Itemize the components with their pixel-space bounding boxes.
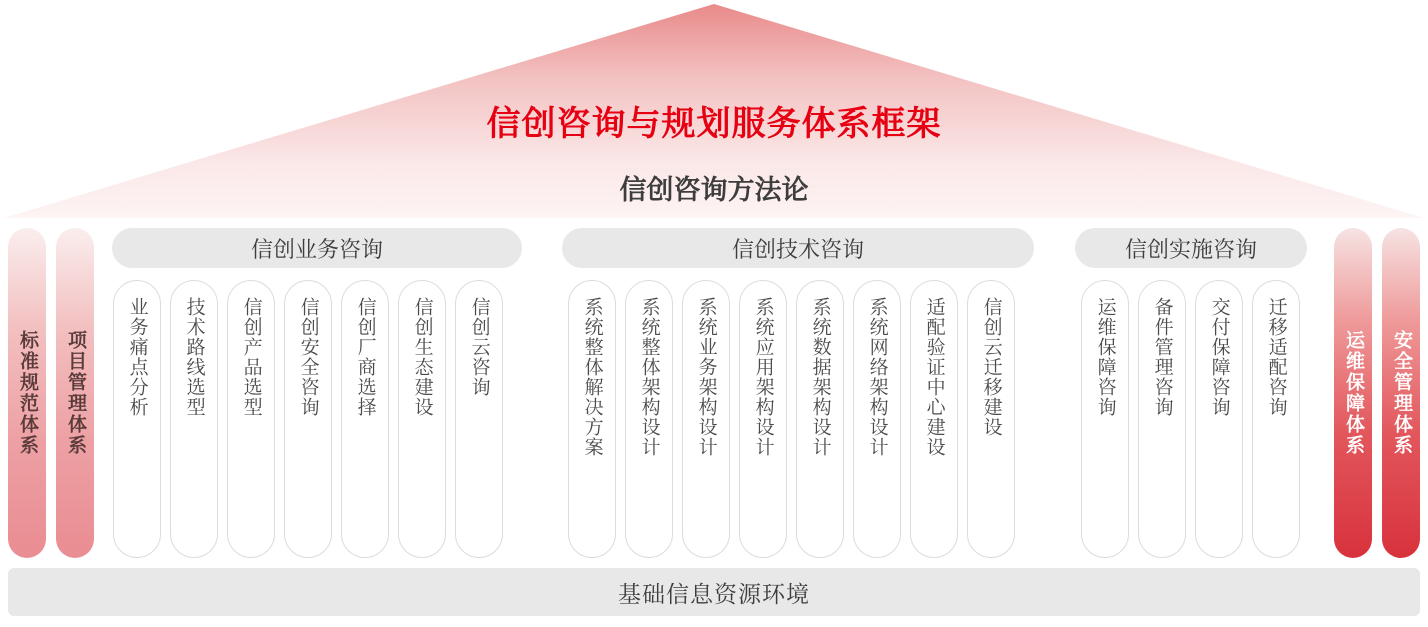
group-implementation-consulting: [1075, 228, 1307, 417]
item-delivery-guarantee-consulting[interactable]: [1195, 280, 1243, 558]
item-business-architecture-design[interactable]: [682, 280, 730, 558]
item-product-selection[interactable]: [227, 280, 275, 558]
item-label: 系统网络架构设计: [866, 297, 888, 457]
item-overall-architecture-design[interactable]: [625, 280, 673, 558]
item-label: 信创云咨询: [468, 297, 490, 397]
pillar-security-management-label: 安全管理体系: [1390, 330, 1412, 456]
item-ecosystem-construction[interactable]: [398, 280, 446, 558]
item-ops-guarantee-consulting[interactable]: [1081, 280, 1129, 558]
base-infrastructure-label: 基础信息资源环境: [618, 580, 810, 607]
item-label: 系统应用架构设计: [752, 297, 774, 457]
pillar-security-management[interactable]: [1382, 228, 1420, 558]
item-network-architecture-design[interactable]: [853, 280, 901, 558]
item-label: 信创生态建设: [411, 297, 433, 417]
item-label: 系统业务架构设计: [695, 297, 717, 457]
item-label: 信创安全咨询: [297, 297, 319, 417]
item-label: 信创云迁移建设: [980, 297, 1002, 437]
group-business-consulting-header[interactable]: 信创业务咨询: [112, 228, 522, 268]
group-business-consulting: [112, 228, 522, 417]
item-label: 系统整体架构设计: [638, 297, 660, 457]
item-cloud-migration-construction[interactable]: [967, 280, 1015, 558]
item-vendor-selection[interactable]: [341, 280, 389, 558]
item-label: 运维保障咨询: [1094, 297, 1116, 417]
subtitle: 信创咨询方法论: [619, 175, 809, 205]
group-technical-consulting-header[interactable]: 信创技术咨询: [562, 228, 1034, 268]
item-adaptation-verification-center[interactable]: [910, 280, 958, 558]
pillar-ops-guarantee[interactable]: [1334, 228, 1372, 558]
item-security-consulting[interactable]: [284, 280, 332, 558]
item-business-pain-analysis[interactable]: [113, 280, 161, 558]
item-tech-roadmap-selection[interactable]: [170, 280, 218, 558]
item-label: 备件管理咨询: [1151, 297, 1173, 417]
item-spare-parts-management-consulting[interactable]: [1138, 280, 1186, 558]
item-label: 迁移适配咨询: [1265, 297, 1287, 417]
base-infrastructure-bar: [8, 568, 1420, 616]
pillar-standard-system[interactable]: [8, 228, 46, 558]
framework-body: [0, 228, 1428, 627]
pillar-project-management-label: 项目管理体系: [64, 330, 86, 456]
item-label: 信创产品选型: [240, 297, 262, 417]
item-label: 技术路线选型: [183, 297, 205, 417]
item-overall-solution[interactable]: [568, 280, 616, 558]
pillar-project-management[interactable]: [56, 228, 94, 558]
item-label: 适配验证中心建设: [923, 297, 945, 457]
item-cloud-consulting[interactable]: [455, 280, 503, 558]
item-label: 系统数据架构设计: [809, 297, 831, 457]
item-label: 交付保障咨询: [1208, 297, 1230, 417]
pillar-ops-guarantee-label: 运维保障体系: [1342, 330, 1364, 456]
item-label: 业务痛点分析: [126, 297, 148, 417]
item-application-architecture-design[interactable]: [739, 280, 787, 558]
page-title: 信创咨询与规划服务体系框架: [486, 105, 942, 143]
pillar-standard-system-label: 标准规范体系: [16, 330, 38, 456]
group-technical-consulting: [562, 228, 1034, 457]
item-label: 系统整体解决方案: [581, 297, 603, 457]
group-implementation-consulting-header[interactable]: 信创实施咨询: [1075, 228, 1307, 268]
item-data-architecture-design[interactable]: [796, 280, 844, 558]
item-label: 信创厂商选择: [354, 297, 376, 417]
item-migration-adaptation-consulting[interactable]: [1252, 280, 1300, 558]
